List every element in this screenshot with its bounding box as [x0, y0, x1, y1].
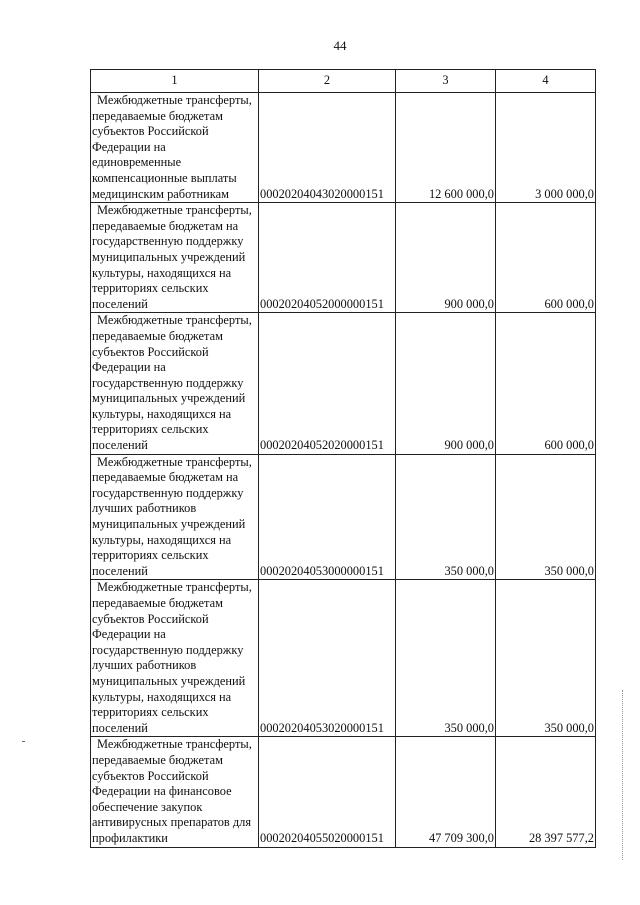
- row-name: Межбюджетные трансферты, передаваемые бюджетам субъектов Российской Федерации на единовременные компенсационные выплаты медицинским работникам: [91, 93, 259, 203]
- row-value-col4: 350 000,0: [496, 454, 596, 580]
- row-value-col4: 600 000,0: [496, 203, 596, 313]
- row-code: 00020204052000000151: [259, 203, 396, 313]
- table-row: [91, 93, 596, 203]
- column-header-4: 4: [496, 70, 596, 93]
- row-value-col4: 600 000,0: [496, 313, 596, 454]
- budget-table: [90, 69, 596, 848]
- row-name: Межбюджетные трансферты, передаваемые бюджетам субъектов Российской Федерации на государственную поддержку муниципальных учреждений культуры, находящихся на территориях сельских поселений: [91, 313, 259, 454]
- row-value-col3: 900 000,0: [396, 313, 496, 454]
- row-name: Межбюджетные трансферты, передаваемые бюджетам на государственную поддержку лучших работников муниципальных учреждений культуры, находящихся на территориях сельских поселений: [91, 454, 259, 580]
- scan-margin-mark: [622, 690, 624, 860]
- table-row: [91, 737, 596, 847]
- row-code: 00020204052020000151: [259, 313, 396, 454]
- column-header-2: 2: [259, 70, 396, 93]
- table-row: [91, 203, 596, 313]
- row-code: 00020204043020000151: [259, 93, 396, 203]
- row-code: 00020204055020000151: [259, 737, 396, 847]
- row-value-col4: 350 000,0: [496, 580, 596, 737]
- row-value-col3: 350 000,0: [396, 580, 496, 737]
- table-row: [91, 580, 596, 737]
- scan-speck: [22, 741, 25, 742]
- table-row: [91, 454, 596, 580]
- column-header-3: 3: [396, 70, 496, 93]
- row-value-col3: 12 600 000,0: [396, 93, 496, 203]
- row-name: Межбюджетные трансферты, передаваемые бюджетам субъектов Российской Федерации на финансовое обеспечение закупок антивирусных препаратов для профилактики: [91, 737, 259, 847]
- row-code: 00020204053000000151: [259, 454, 396, 580]
- page-number: 44: [333, 38, 347, 53]
- row-value-col3: 900 000,0: [396, 203, 496, 313]
- row-value-col4: 3 000 000,0: [496, 93, 596, 203]
- row-value-col3: 350 000,0: [396, 454, 496, 580]
- column-header-1: 1: [91, 70, 259, 93]
- row-value-col4: 28 397 577,2: [496, 737, 596, 847]
- row-name: Межбюджетные трансферты, передаваемые бюджетам субъектов Российской Федерации на государственную поддержку лучших работников муниципальных учреждений культуры, находящихся на территориях сельских поселений: [91, 580, 259, 737]
- row-code: 00020204053020000151: [259, 580, 396, 737]
- row-value-col3: 47 709 300,0: [396, 737, 496, 847]
- table-row: [91, 313, 596, 454]
- row-name: Межбюджетные трансферты, передаваемые бюджетам на государственную поддержку муниципальных учреждений культуры, находящихся на территориях сельских поселений: [91, 203, 259, 313]
- table-header-row: [91, 70, 596, 93]
